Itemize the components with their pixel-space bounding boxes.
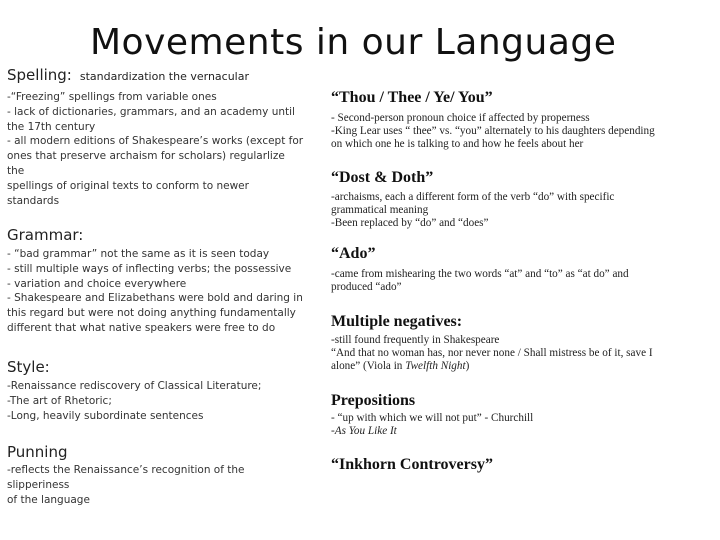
ado-heading: “Ado”	[331, 245, 376, 262]
punning-line: of the language	[7, 493, 90, 506]
punning-line: slipperiness	[7, 478, 70, 491]
spelling-line: spellings of original texts to conform to newer	[7, 179, 249, 192]
dost-line: -Been replaced by “do” and “does”	[331, 217, 489, 230]
prepositions-line: - “up with which we will not put” - Churchill	[331, 412, 534, 424]
spelling-line: standards	[7, 194, 60, 207]
thou-body	[331, 112, 716, 152]
punning-body	[7, 463, 305, 507]
grammar-line: - variation and choice everywhere	[7, 277, 187, 290]
spelling-line: -“Freezing” spellings from variable ones	[7, 91, 217, 103]
negatives-line	[331, 360, 716, 373]
spelling-body	[7, 90, 305, 208]
grammar-line: this regard but were not doing anything fundamentally	[7, 307, 296, 320]
spelling-heading	[7, 66, 249, 84]
spelling-line: the	[7, 164, 25, 177]
spelling-line: the 17th century	[7, 120, 96, 133]
ado-body	[331, 268, 716, 294]
ado-line: -came from mishearing the two words “at” and “to” as “at do” and	[331, 268, 629, 280]
spelling-line: - all modern editions of Shakespeare’s works (except for	[7, 135, 304, 148]
style-body	[7, 379, 305, 423]
style-line: -Long, heavily subordinate sentences	[7, 409, 204, 422]
spelling-heading-label: Spelling:	[7, 66, 72, 84]
style-heading: Style:	[7, 358, 50, 376]
grammar-line: - still multiple ways of inflecting verbs; the possessive	[7, 262, 292, 275]
ado-line: produced “ado”	[331, 281, 402, 294]
negatives-heading: Multiple negatives:	[331, 313, 463, 330]
punning-heading: Punning	[7, 443, 68, 461]
thou-heading: “Thou / Thee / Ye/ You”	[331, 89, 493, 106]
play-title-twelfth-night: Twelfth Night	[405, 360, 466, 373]
thou-line: on which one he is talking to and how he feels about her	[331, 138, 584, 151]
dost-line: -archaisms, each a different form of the verb “do” with specific	[331, 191, 615, 203]
negatives-last-suffix: )	[465, 360, 470, 373]
dost-heading: “Dost & Doth”	[331, 169, 434, 186]
spelling-line: - lack of dictionaries, grammars, and an academy until	[7, 105, 295, 118]
grammar-body	[7, 247, 305, 336]
thou-line: - Second-person pronoun choice if affected by properness	[331, 112, 590, 124]
dost-line: grammatical meaning	[331, 204, 429, 217]
grammar-heading: Grammar:	[7, 226, 84, 244]
play-title-as-you-like-it: As You Like It	[334, 425, 397, 438]
spelling-subheading: standardization the vernacular	[79, 70, 249, 83]
prepositions-line	[331, 425, 716, 438]
negatives-body	[331, 334, 716, 374]
prepositions-heading: Prepositions	[331, 392, 416, 409]
prepositions-body	[331, 412, 716, 438]
prepositions-dash: -	[331, 425, 335, 438]
page-title: Movements in our Language	[90, 22, 617, 63]
negatives-last-prefix: alone” (Viola in	[331, 360, 406, 373]
inkhorn-heading: “Inkhorn Controversy”	[331, 456, 493, 473]
dost-body	[331, 191, 716, 231]
negatives-line: “And that no woman has, nor never none / Shall mistress be of it, save I	[331, 347, 653, 360]
grammar-line: different that what native speakers were free to do	[7, 321, 276, 334]
style-line: -Renaissance rediscovery of Classical Literature;	[7, 380, 262, 392]
style-line: -The art of Rhetoric;	[7, 394, 112, 407]
thou-line: -King Lear uses “ thee” vs. “you” alternately to his daughters depending	[331, 125, 655, 138]
grammar-line: - “bad grammar” not the same as it is seen today	[7, 248, 270, 260]
negatives-line: -still found frequently in Shakespeare	[331, 334, 500, 346]
punning-line: -reflects the Renaissance’s recognition of the	[7, 464, 245, 476]
spelling-line: ones that preserve archaism for scholars) regularlize	[7, 150, 285, 163]
grammar-line: - Shakespeare and Elizabethans were bold and daring in	[7, 292, 303, 305]
